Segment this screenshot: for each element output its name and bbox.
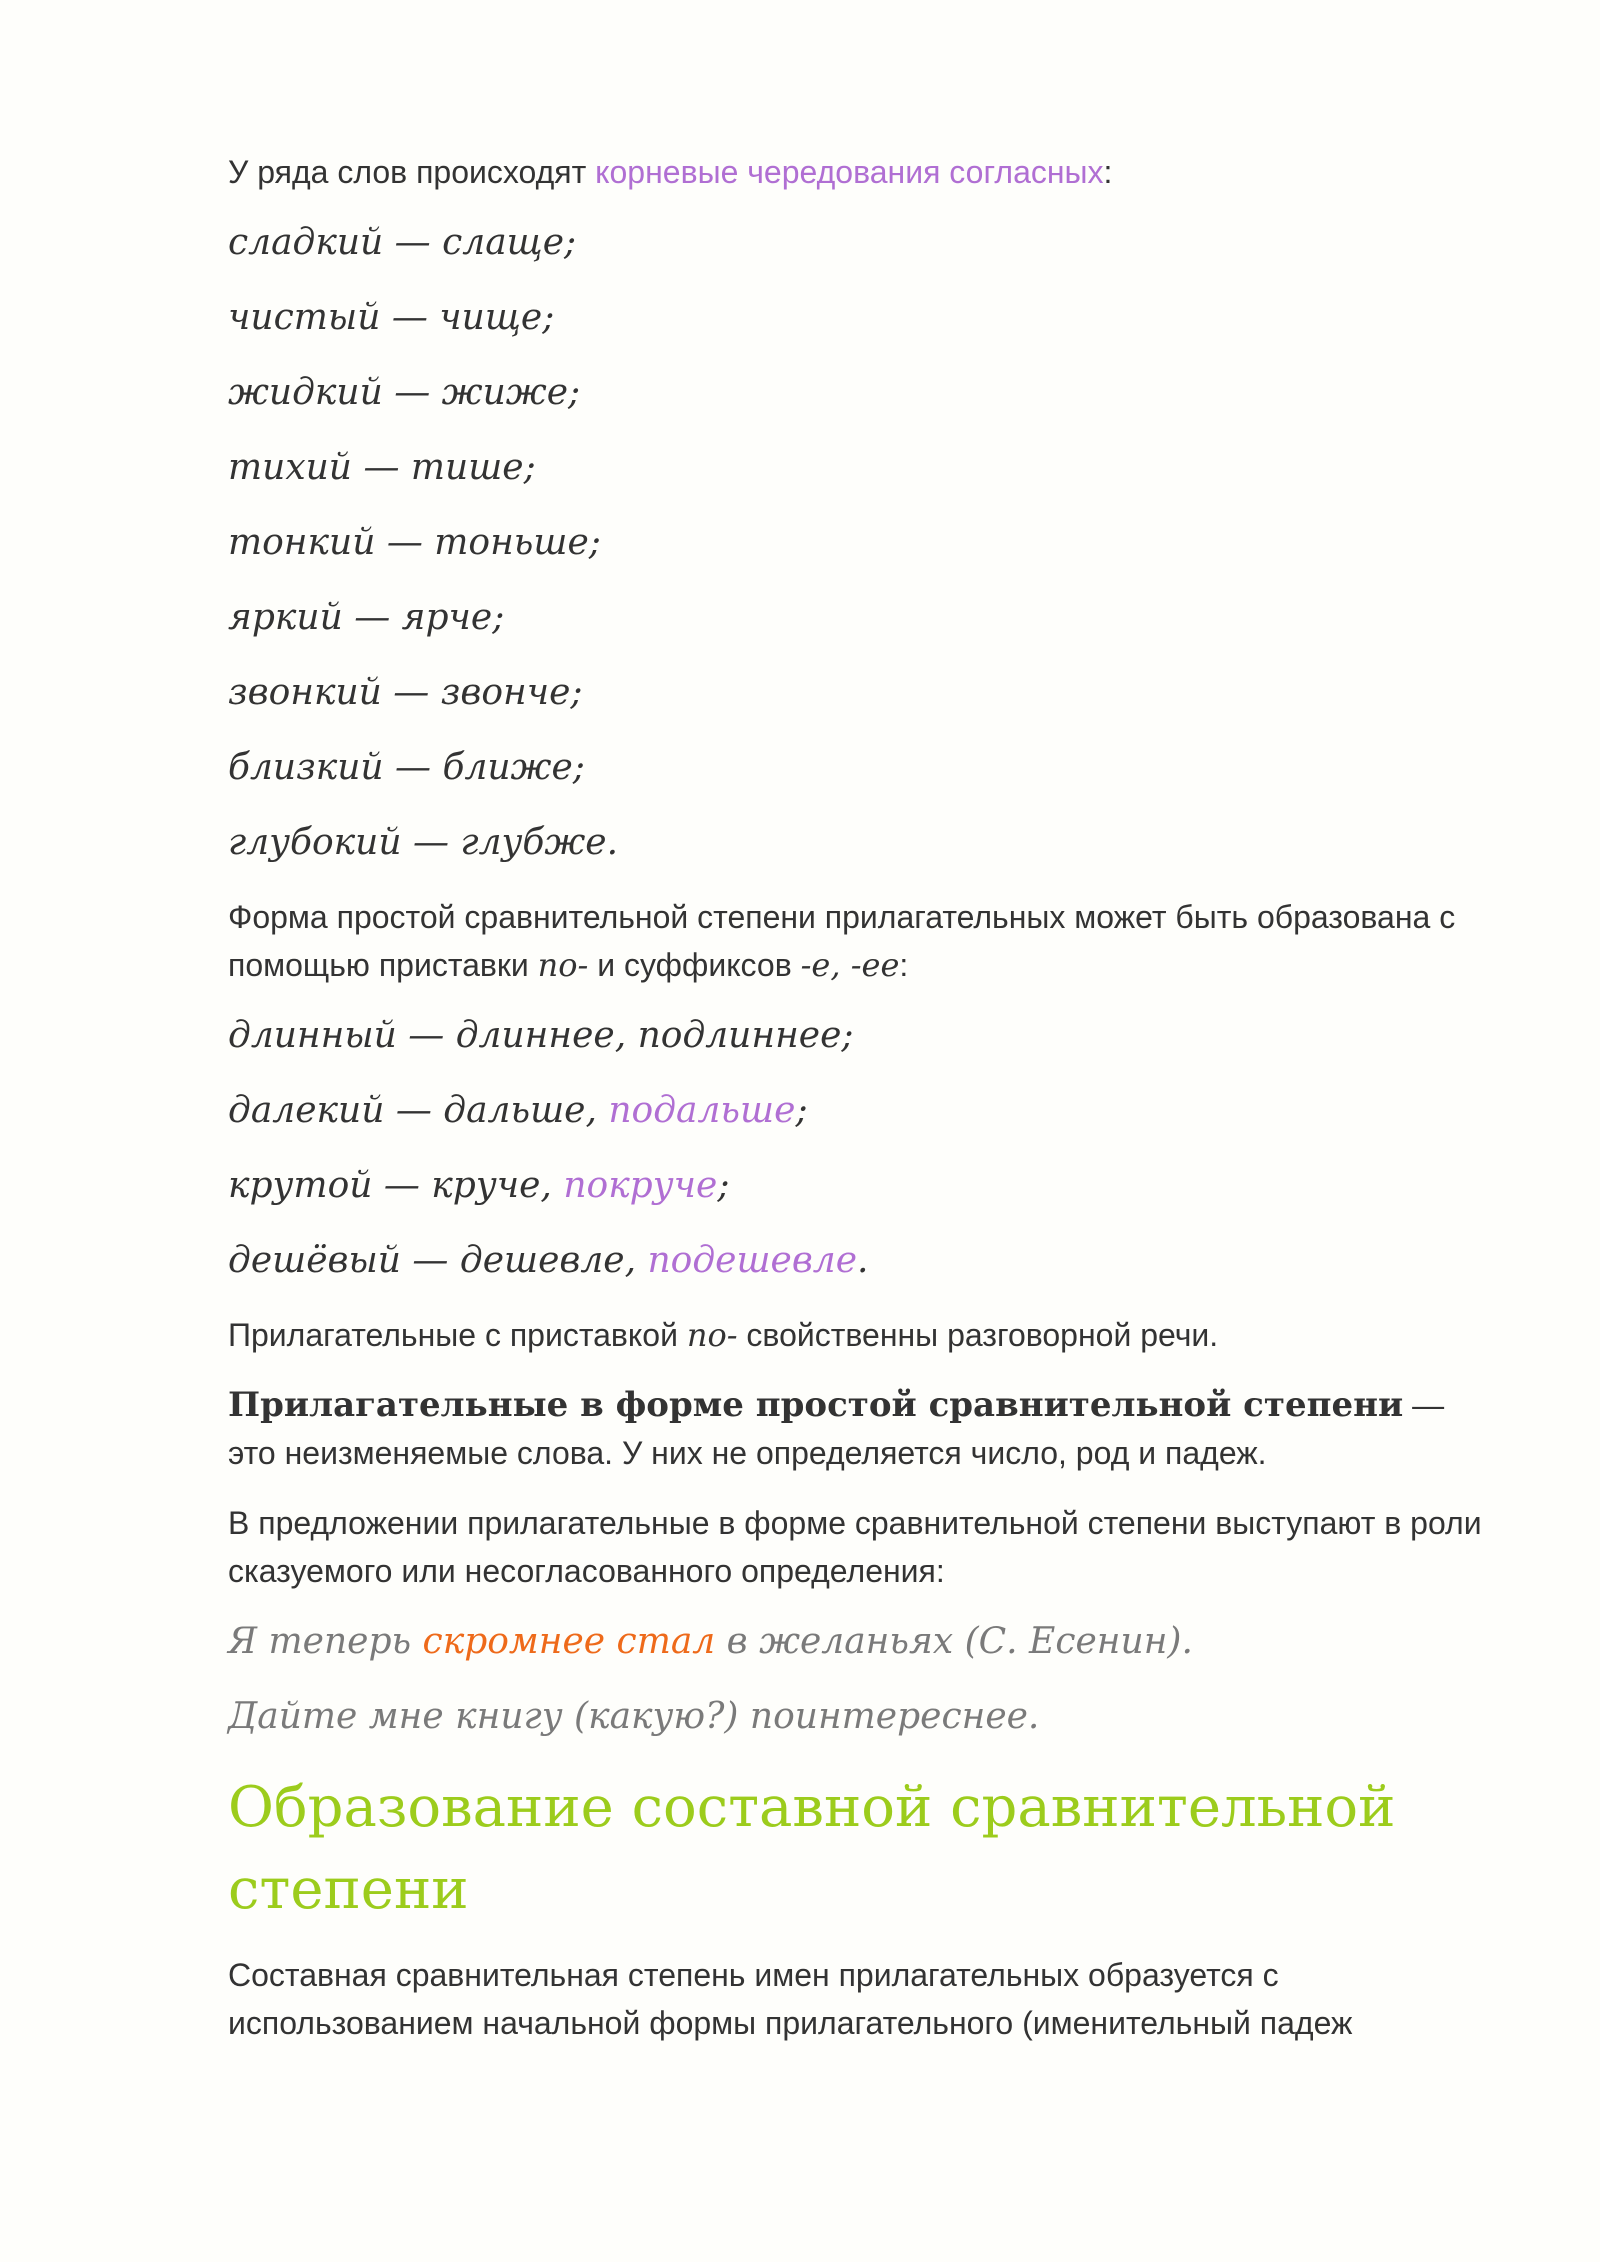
example-base: крутой — круче, bbox=[228, 1165, 564, 1206]
example-link[interactable]: подешевле bbox=[647, 1240, 858, 1281]
example-sentence bbox=[228, 1617, 1488, 1667]
prefix-example bbox=[228, 1011, 1488, 1061]
document-page bbox=[228, 148, 1488, 2069]
alternation-example: тонкий — тоньше; bbox=[228, 522, 601, 563]
example-sentence: Дайте мне книгу (какую?) поинтереснее. bbox=[228, 1696, 1040, 1737]
prefix-example bbox=[228, 1236, 1488, 1286]
intro-text: У ряда слов происходят bbox=[228, 154, 596, 190]
prefix-text: Форма простой сравнительной степени прилагательных может быть образована с помощью приставки bbox=[228, 899, 1456, 983]
prefix-example-list bbox=[228, 1011, 1488, 1286]
prefix-po: по- bbox=[537, 946, 589, 984]
alternation-example: звонкий — звонче; bbox=[228, 672, 583, 713]
colloquial-paragraph bbox=[228, 1311, 1488, 1359]
alternation-example: глубокий — глубже. bbox=[228, 822, 619, 863]
intro-tail: : bbox=[1103, 154, 1113, 190]
sentence-highlight: скромнее стал bbox=[422, 1621, 716, 1662]
prefix-example bbox=[228, 1161, 1488, 1211]
intro-paragraph bbox=[228, 148, 1488, 196]
example-base: длинный — длиннее, подлиннее; bbox=[228, 1015, 854, 1056]
prefix-example bbox=[228, 1086, 1488, 1136]
final-paragraph: Составная сравнительная степень имен прилагательных образуется с использованием начальной формы прилагательного (именительный падеж bbox=[228, 1957, 1353, 2041]
definition-text: — это неизменяемые слова. У них не определяется число, род и падеж. bbox=[228, 1387, 1445, 1471]
example-base: дешёвый — дешевле, bbox=[228, 1240, 648, 1281]
alternation-example: чистый — чище; bbox=[228, 297, 555, 338]
example-base: далекий — дальше, bbox=[228, 1090, 609, 1131]
prefix-tail: : bbox=[899, 947, 909, 983]
prefix-po: по- bbox=[686, 1316, 738, 1354]
example-tail: . bbox=[857, 1240, 869, 1281]
colloquial-text: Прилагательные с приставкой bbox=[228, 1317, 687, 1353]
role-paragraph: В предложении прилагательные в форме сравнительной степени выступают в роли сказуемого или несогласованного определения: bbox=[228, 1505, 1482, 1589]
suffixes: -е, -ее bbox=[800, 946, 900, 984]
alternation-example: яркий — ярче; bbox=[228, 597, 505, 638]
alternation-example: близкий — ближе; bbox=[228, 747, 585, 788]
definition-term: Прилагательные в форме простой сравнительной степени bbox=[228, 1385, 1404, 1425]
sentence-pre: Я теперь bbox=[228, 1621, 423, 1662]
alternation-example: сладкий — слаще; bbox=[228, 222, 577, 263]
example-link[interactable]: подальше bbox=[608, 1090, 796, 1131]
definition-paragraph bbox=[228, 1381, 1488, 1477]
alternation-example: тихий — тише; bbox=[228, 447, 536, 488]
alternation-link[interactable]: корневые чередования согласных bbox=[595, 154, 1104, 190]
sentence-post: в желаньях (С. Есенин). bbox=[715, 1621, 1193, 1662]
prefix-text-2: и суффиксов bbox=[588, 947, 801, 983]
example-tail: ; bbox=[717, 1165, 730, 1206]
prefix-paragraph bbox=[228, 893, 1488, 989]
example-tail: ; bbox=[795, 1090, 808, 1131]
alternation-list bbox=[228, 218, 1488, 868]
alternation-example: жидкий — жиже; bbox=[228, 372, 581, 413]
example-link[interactable]: покруче bbox=[563, 1165, 718, 1206]
colloquial-text-2: свойственны разговорной речи. bbox=[737, 1317, 1219, 1353]
section-heading: Образование составной сравнительной степени bbox=[228, 1775, 1396, 1922]
